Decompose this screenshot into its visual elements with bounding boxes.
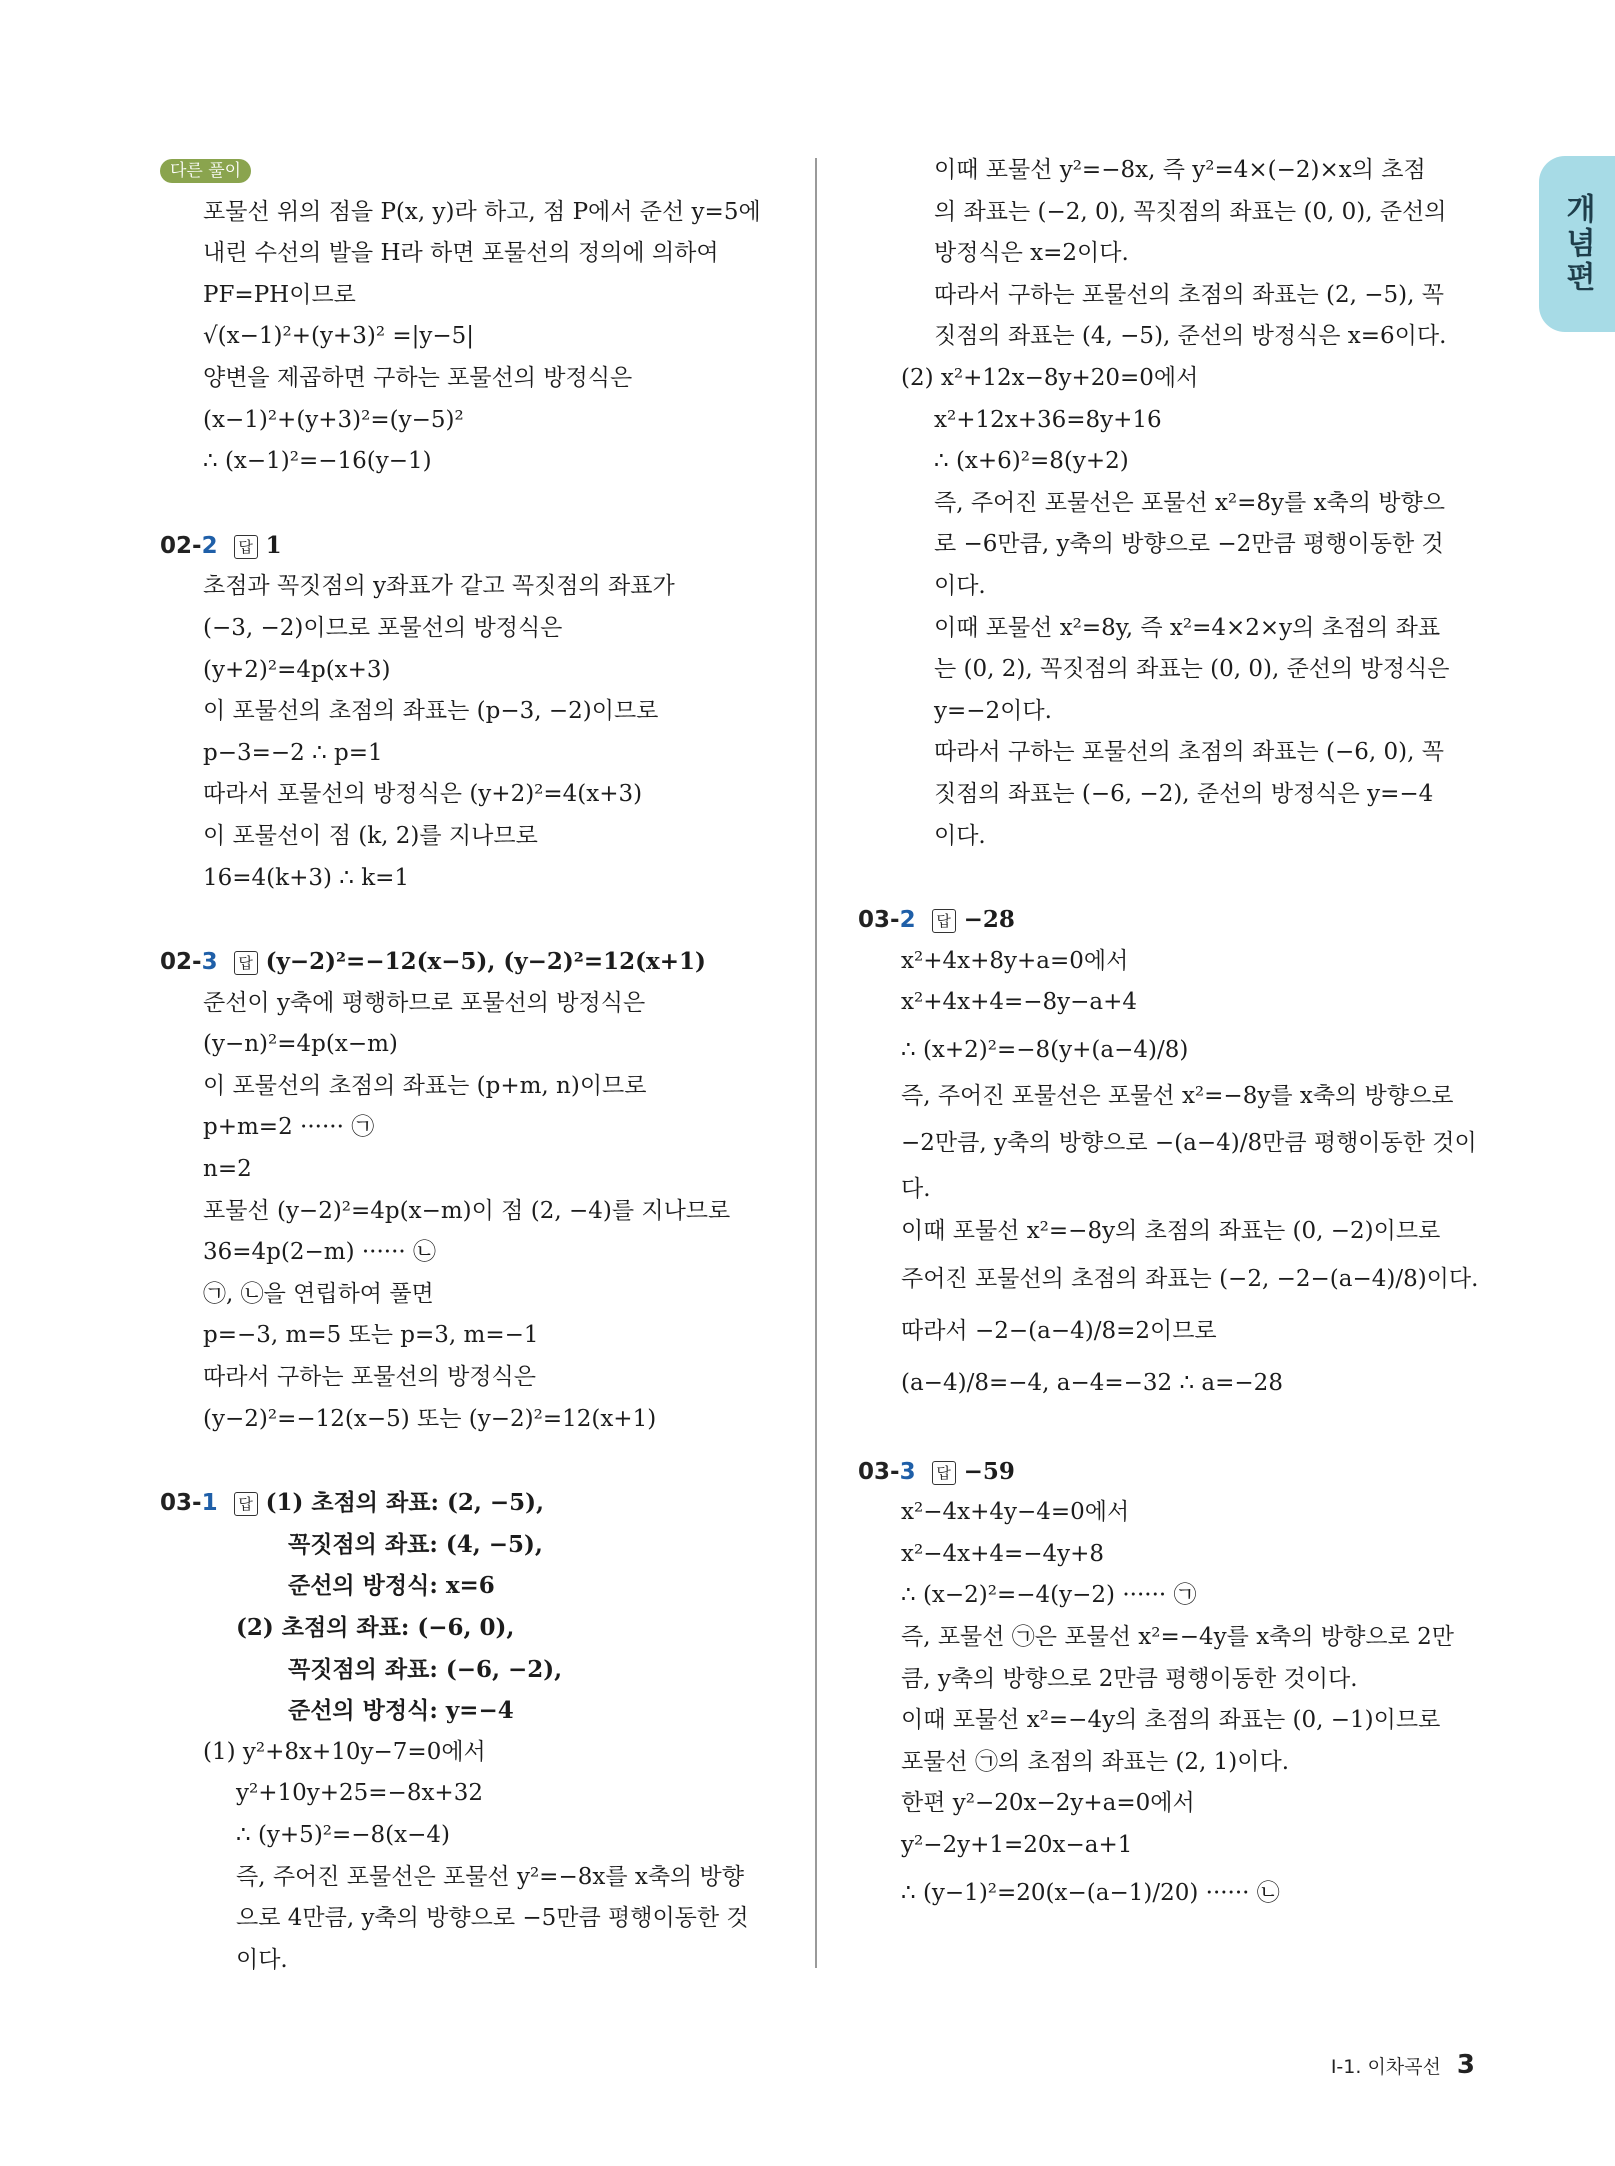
spacer (858, 1409, 1488, 1451)
problem-number-sub: 2 (201, 532, 218, 559)
problem-number-main: 02- (160, 949, 202, 976)
problem-header (160, 1482, 800, 1524)
text-line: x²+4x+4=−8y−a+4 (901, 989, 1138, 1016)
answer-text: (1) 초점의 좌표: (2, −5), (265, 1489, 545, 1517)
text-line: ∴ (x−2)²=−4(y−2) ······ ㉠ (901, 1582, 1197, 1609)
text-line: 이때 포물선 x²=8y, 즉 x²=4×2×y의 초점의 좌표 (934, 614, 1441, 641)
problem-number-sub: 1 (201, 1490, 218, 1517)
text-line: 초점과 꼭짓점의 y좌표가 같고 꼭짓점의 좌표가 (203, 573, 675, 600)
spacer (160, 483, 800, 525)
problem-header (160, 525, 800, 567)
text-line: (2) 초점의 좌표: (−6, 0), (236, 1614, 515, 1641)
text-line: ∴ (x−1)²=−16(y−1) (203, 448, 432, 475)
text-line: 이 포물선의 초점의 좌표는 (p−3, −2)이므로 (203, 698, 659, 725)
problem-number (160, 533, 218, 559)
text-line: 이 포물선이 점 (k, 2)를 지나므로 (203, 822, 538, 849)
problem-header (858, 1451, 1488, 1493)
text-line: 꼭짓점의 좌표: (4, −5), (288, 1530, 543, 1558)
answer-icon: 답 (932, 909, 956, 933)
text-line: 의 좌표는 (−2, 0), 꼭짓점의 좌표는 (0, 0), 준선의 (934, 198, 1447, 225)
text-line: 즉, 주어진 포물선은 포물선 x²=−8y를 x축의 방향으로 (901, 1082, 1454, 1109)
text-line: 따라서 구하는 포물선의 초점의 좌표는 (2, −5), 꼭 (934, 281, 1444, 308)
problem-header (160, 941, 800, 983)
text-line: 따라서 −2−(a−4)/8=2이므로 (901, 1317, 1217, 1344)
problem-number-main: 03- (858, 907, 900, 934)
text-line: ∴ (y−1)²=20(x−(a−1)/20) ······ ㉡ (901, 1879, 1280, 1906)
answer-text: 1 (265, 531, 282, 559)
problem-number-sub: 3 (899, 1458, 916, 1485)
text-line: p+m=2 ······ ㉠ (203, 1114, 375, 1141)
text-line: 이 포물선의 초점의 좌표는 (p+m, n)이므로 (203, 1072, 647, 1099)
text-line: 즉, 포물선 ㉠은 포물선 x²=−4y를 x축의 방향으로 2만 (901, 1624, 1454, 1651)
text-line: 이때 포물선 x²=−8y의 초점의 좌표는 (0, −2)이므로 (901, 1218, 1441, 1245)
problem-number (858, 907, 916, 933)
problem-number-main: 03- (858, 1458, 900, 1485)
text-line: ∴ (x+2)²=−8(y+(a−4)/8) (901, 1036, 1189, 1063)
text-line: (y+2)²=4p(x+3) (203, 656, 391, 683)
page-number: 3 (1456, 2050, 1475, 2080)
answer-icon: 답 (932, 1461, 956, 1485)
chapter-label: Ⅰ-1. 이차곡선 (1330, 2056, 1441, 2078)
column-divider (815, 158, 817, 1968)
text-line: 포물선 위의 점을 P(x, y)라 하고, 점 P에서 준선 y=5에 (203, 198, 761, 225)
page-footer (1331, 2050, 1475, 2080)
text-line: 36=4p(2−m) ······ ㉡ (203, 1239, 437, 1266)
text-line: (−3, −2)이므로 포물선의 방정식은 (203, 614, 563, 641)
text-line: √(x−1)²+(y+3)² =|y−5| (203, 323, 475, 350)
text-line: 이다. (236, 1946, 288, 1973)
text-line: 따라서 구하는 포물선의 초점의 좌표는 (−6, 0), 꼭 (934, 739, 1444, 766)
right-column (858, 150, 1488, 1919)
text-line: y²−2y+1=20x−a+1 (901, 1832, 1133, 1858)
text-line: 방정식은 x=2이다. (934, 240, 1129, 267)
problem-header (858, 899, 1488, 941)
text-line: 한편 y²−20x−2y+a=0에서 (901, 1790, 1195, 1817)
text-line: 짓점의 좌표는 (−6, −2), 준선의 방정식은 y=−4 (934, 780, 1434, 807)
text-line: 따라서 포물선의 방정식은 (y+2)²=4(x+3) (203, 781, 643, 808)
problem-number-main: 02- (160, 532, 202, 559)
text-line: (y−n)²=4p(x−m) (203, 1031, 398, 1058)
answer-icon: 답 (234, 535, 258, 559)
text-line: (2) x²+12x−8y+20=0에서 (901, 364, 1199, 391)
text-line: (a−4)/8=−4, a−4=−32 ∴ a=−28 (901, 1369, 1283, 1396)
text-line: 주어진 포물선의 초점의 좌표는 (−2, −2−(a−4)/8)이다. (901, 1265, 1479, 1292)
problem-number (858, 1459, 916, 1485)
text-line: x²+4x+8y+a=0에서 (901, 947, 1129, 974)
spacer (160, 899, 800, 941)
text-line: p−3=−2 ∴ p=1 (203, 739, 383, 766)
problem-number (160, 1490, 218, 1516)
section-tab (1539, 156, 1615, 332)
text-line: 준선의 방정식: x=6 (288, 1572, 495, 1600)
text-line: (x−1)²+(y+3)²=(y−5)² (203, 406, 464, 433)
text-line: 는 (0, 2), 꼭짓점의 좌표는 (0, 0), 준선의 방정식은 (934, 656, 1450, 683)
text-line: 포물선 (y−2)²=4p(x−m)이 점 (2, −4)를 지나므로 (203, 1197, 731, 1224)
text-line: 따라서 구하는 포물선의 방정식은 (203, 1364, 536, 1391)
spacer (160, 1440, 800, 1482)
text-line: ㉠, ㉡을 연립하여 풀면 (203, 1280, 434, 1307)
text-line: 16=4(k+3) ∴ k=1 (203, 864, 410, 891)
text-line: y=−2이다. (934, 697, 1052, 724)
text-line: 이때 포물선 x²=−4y의 초점의 좌표는 (0, −1)이므로 (901, 1707, 1441, 1734)
alt-solution-row (160, 150, 800, 192)
text-line: (y−2)²=−12(x−5) 또는 (y−2)²=12(x+1) (203, 1405, 657, 1432)
text-line: x²−4x+4=−4y+8 (901, 1540, 1105, 1567)
text-line: 짓점의 좌표는 (4, −5), 준선의 방정식은 x=6이다. (934, 323, 1447, 350)
text-line: 포물선 ㉠의 초점의 좌표는 (2, 1)이다. (901, 1748, 1290, 1775)
text-line: 즉, 주어진 포물선은 포물선 y²=−8x를 x축의 방향 (236, 1863, 744, 1890)
problem-number (160, 949, 218, 975)
left-column (160, 150, 800, 1981)
answer-icon: 답 (234, 1492, 258, 1516)
spacer (858, 857, 1488, 899)
answer-text: (y−2)²=−12(x−5), (y−2)²=12(x+1) (265, 948, 706, 976)
text-line: p=−3, m=5 또는 p=3, m=−1 (203, 1322, 539, 1349)
text-line: 즉, 주어진 포물선은 포물선 x²=8y를 x축의 방향으 (934, 489, 1445, 516)
text-line: −2만큼, y축의 방향으로 −(a−4)/8만큼 평행이동한 것이 (901, 1130, 1477, 1157)
text-line: (1) y²+8x+10y−7=0에서 (203, 1738, 486, 1765)
text-line: n=2 (203, 1156, 252, 1183)
problem-number-sub: 2 (899, 907, 916, 934)
answer-text: −28 (963, 906, 1015, 934)
problem-number-main: 03- (160, 1490, 202, 1517)
answer-icon: 답 (234, 951, 258, 975)
text-line: 양변을 제곱하면 구하는 포물선의 방정식은 (203, 364, 633, 391)
text-line: 으로 4만큼, y축의 방향으로 −5만큼 평행이동한 것 (236, 1905, 749, 1932)
text-line: 로 −6만큼, y축의 방향으로 −2만큼 평행이동한 것 (934, 531, 1444, 558)
text-line: 준선의 방정식: y=−4 (288, 1697, 514, 1725)
problem-number-sub: 3 (201, 949, 218, 976)
text-line: 큼, y축의 방향으로 2만큼 평행이동한 것이다. (901, 1665, 1358, 1692)
answer-text: −59 (963, 1457, 1015, 1485)
text-line: 다. (901, 1176, 931, 1203)
text-line: x²−4x+4y−4=0에서 (901, 1499, 1130, 1526)
alt-solution-badge: 다른 풀이 (160, 159, 251, 183)
text-line: 이다. (934, 822, 986, 849)
section-tab-label: 개념편 (1560, 193, 1595, 295)
text-line: PF=PH이므로 (203, 281, 356, 308)
text-line: 이때 포물선 y²=−8x, 즉 y²=4×(−2)×x의 초점 (934, 157, 1426, 183)
text-line: 준선이 y축에 평행하므로 포물선의 방정식은 (203, 989, 646, 1016)
text-line: ∴ (x+6)²=8(y+2) (934, 448, 1129, 475)
text-line: x²+12x+36=8y+16 (934, 406, 1162, 433)
text-line: ∴ (y+5)²=−8(x−4) (236, 1821, 451, 1848)
text-line: 이다. (934, 572, 986, 599)
text-line: 꼭짓점의 좌표: (−6, −2), (288, 1655, 563, 1683)
text-line: 내린 수선의 발을 H라 하면 포물선의 정의에 의하여 (203, 240, 719, 267)
text-line: y²+10y+25=−8x+32 (236, 1780, 483, 1807)
